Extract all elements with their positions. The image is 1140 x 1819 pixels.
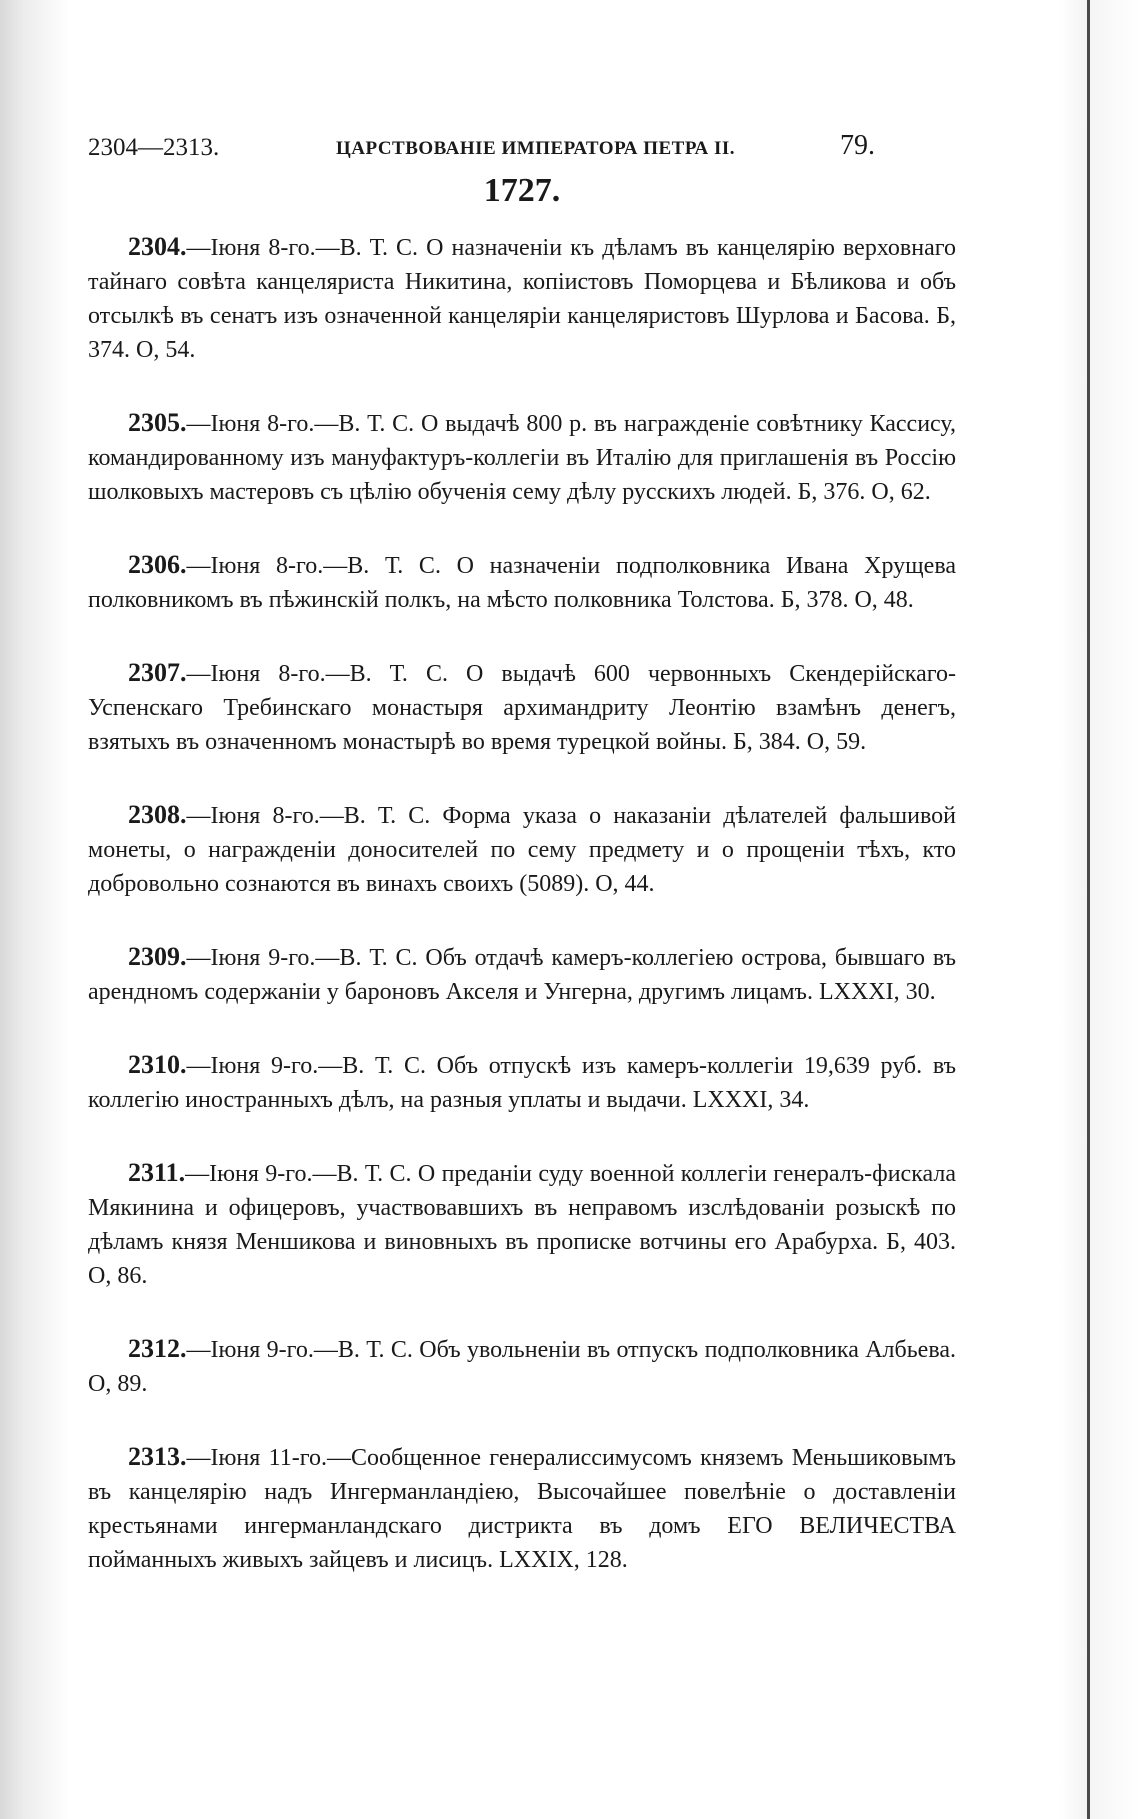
scan-edge-line [1087,0,1090,1819]
entry [88,1440,956,1577]
entry-number: 2311. [128,1158,186,1187]
entry [88,1332,956,1401]
entry [88,1156,956,1293]
entry-number: 2306. [128,550,187,579]
page-content [88,130,956,1616]
entry-text: —Сообщенное генералиссимусомъ княземъ Меньшиковымъ въ канцелярію надъ Ингерманландіею, Высочайшее повелѣніе о доставленіи крестьянами ингерманландскаго дистрикта въ домъ ЕГО ВЕЛИЧЕСТВА пойманныхъ живыхъ зайцевъ и лисицъ. LXXIX, 128. [88,1445,956,1573]
entry-date: —Іюня 9-го.—В. Т. С. [185,1161,412,1187]
entry [88,940,956,1009]
entry-number: 2305. [128,408,187,437]
entry-text: Объ отдачѣ камеръ-коллегіею острова, бывшаго въ арендномъ содержаніи у бароновъ Акселя и Унгерна, другимъ лицамъ. LXXXI, 30. [88,945,956,1005]
entry-text: Объ увольненіи въ отпускъ подполковника Албьева. О, 89. [88,1337,956,1397]
entry-text: Объ отпускѣ изъ камеръ-коллегіи 19,639 руб. въ коллегію иностранныхъ дѣлъ, на разныя уплаты и выдачи. LXXXI, 34. [88,1053,956,1113]
year-heading: 1727. [483,172,561,209]
entry-number: 2308. [128,800,187,829]
entry-number: 2309. [128,942,187,971]
entry-number: 2304. [128,232,187,261]
entry [88,656,956,759]
entry-date: —Іюня 11-го. [186,1445,327,1471]
entry-number: 2312. [128,1334,187,1363]
entry [88,548,956,617]
entry-range: 2304—2313. [88,134,220,161]
entry-text: О назначеніи къ дѣламъ въ канцелярію верховнаго тайнаго совѣта канцеляриста Никитина, копіистовъ Поморцева и Бѣликова и объ отсылкѣ въ сенатъ изъ означенной канцеляріи канцеляристовъ Шурлова и Басова. Б, 374. О, 54. [88,235,956,363]
entry [88,798,956,901]
entry-number: 2307. [128,658,187,687]
entry-text: О выдачѣ 800 р. въ награжденіе совѣтнику Кассису, командированному изъ мануфактуръ-коллегіи въ Италію для приглашенія въ Россію шолковыхъ мастеровъ съ цѣлію обученія сему дѣлу русскихъ людей. Б, 376. О, 62. [88,411,956,505]
entry [88,230,956,367]
entry-text: О преданіи суду военной коллегіи генералъ-фискала Мякинина и офицеровъ, участвовавшихъ въ неправомъ изслѣдованіи розыскѣ по дѣламъ князя Меншикова и виновныхъ въ прописке вотчины его Арабурха. Б, 403. О, 86. [88,1161,956,1289]
entry-text: Форма указа о наказаніи дѣлателей фальшивой монеты, о награжденіи доносителей по сему предмету и о прощеніи тѣхъ, кто добровольно сознаются въ винахъ своихъ (5089). О, 44. [88,803,956,897]
entry-number: 2313. [128,1442,187,1471]
entry-date: —Іюня 9-го.—В. Т. С. [186,1053,426,1079]
entry [88,1048,956,1117]
page-number: 79. [840,130,875,161]
entry [88,406,956,509]
entry-date: —Іюня 8-го.—В. Т. С. [186,803,431,829]
entry-date: —Іюня 8-го.—В. Т. С. [186,235,419,261]
entry-date: —Іюня 9-го.—В. Т. С. [186,1337,413,1363]
entry-text: О выдачѣ 600 червонныхъ Скендерійскаго-Успенскаго Требинскаго монастыря архимандриту Леонтію взамѣнъ денегъ, взятыхъ въ означенномъ монастырѣ во время турецкой войны. Б, 384. О, 59. [88,661,956,755]
entry-text: О назначеніи подполковника Ивана Хрущева полковникомъ въ пѣжинскій полкъ, на мѣсто полковника Толстова. Б, 378. О, 48. [88,553,956,613]
entry-date: —Іюня 8-го.—В. Т. С. [186,411,415,437]
running-header [88,130,956,170]
entry-date: —Іюня 8-го.—В. Т. С. [186,553,441,579]
entry-date: —Іюня 8-го.—В. Т. С. [186,661,448,687]
entry-number: 2310. [128,1050,187,1079]
entry-date: —Іюня 9-го.—В. Т. С. [186,945,418,971]
running-title: ЦАРСТВОВАНІЕ ИМПЕРАТОРА ПЕТРА II. [336,138,736,159]
